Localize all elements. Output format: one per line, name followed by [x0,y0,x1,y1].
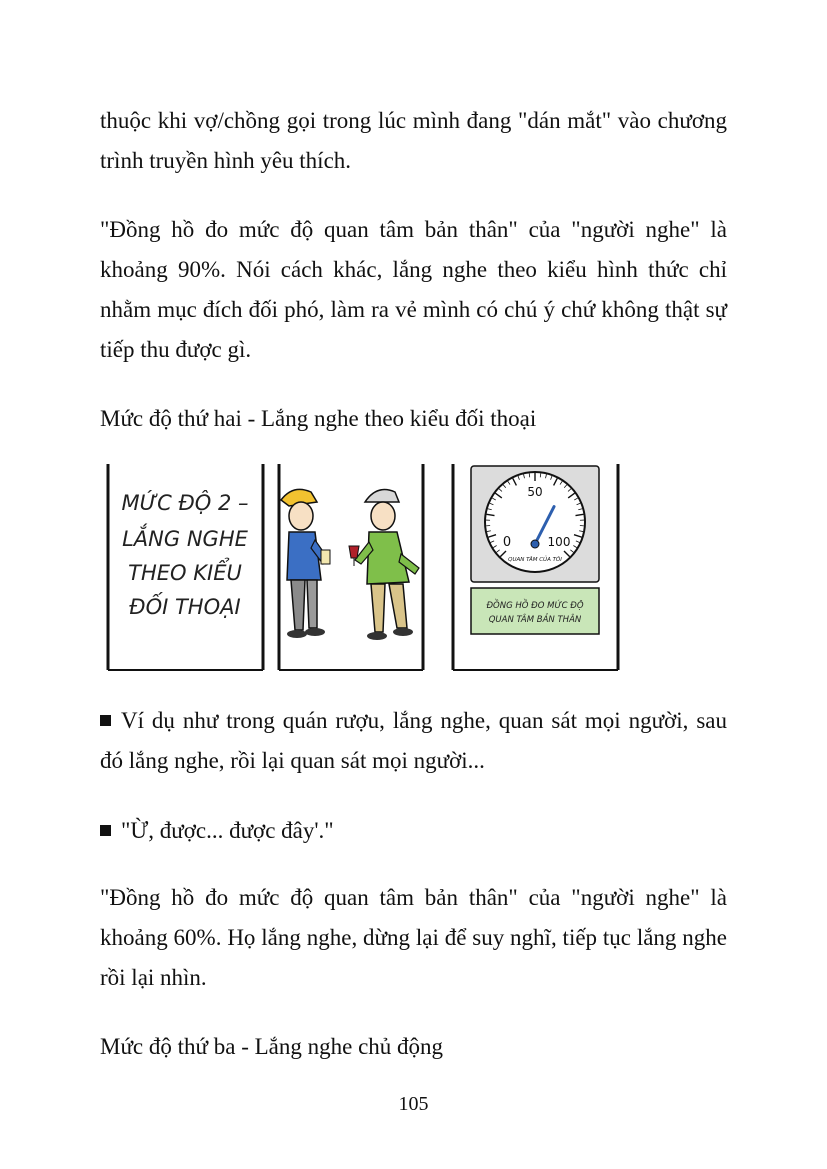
panel1-line-2: LẮNG NGHE [122,527,248,551]
bullet-square-icon [100,825,111,836]
paragraph-1: thuộc khi vợ/chồng gọi trong lúc mình đang "dán mắt" vào chương trình truyền hình yêu thích. [100,108,727,173]
panel1-line-1: MỨC ĐỘ 2 – [121,491,249,515]
gauge-label-line-1: ĐỒNG HỒ ĐO MỨC ĐỘ [486,601,584,611]
comic-panel-title [108,464,263,670]
comic-panel-people [279,464,423,670]
person-left [281,489,330,638]
gauge-label-line-2: QUAN TÂM BẢN THÂN [488,615,582,625]
comic-strip-illustration [103,462,623,674]
panel1-line-4: ĐỐI THOẠI [129,595,241,619]
comic-strip [103,462,623,674]
gauge-label-right: 100 [547,535,571,549]
section-heading-level-3: Mức độ thứ ba - Lắng nghe chủ động [100,1034,444,1059]
comic-panel-gauge [453,464,618,670]
bullet-item-2 [100,811,727,851]
paragraph-2: "Đồng hồ đo mức độ quan tâm bản thân" của "người nghe" là khoảng 90%. Nói cách khác, lắng nghe theo kiểu hình thức chỉ nhằm mục đích đối phó, làm ra vẻ mình có chú ý chứ không thật sự tiếp thu được gì. [100,217,727,362]
bullet-square-icon [100,715,111,726]
bullet-item-1 [100,701,727,781]
gauge-label-top: 50 [527,485,543,499]
person-right [349,490,419,640]
bullet-1-text: Ví dụ như trong quán rượu, lắng nghe, quan sát mọi người, sau đó lắng nghe, rồi lại quan sát mọi người... [100,708,727,773]
paragraph-3: "Đồng hồ đo mức độ quan tâm bản thân" của "người nghe" là khoảng 60%. Họ lắng nghe, dừng lại để suy nghĩ, tiếp tục lắng nghe rồi lại nhìn. [100,885,727,990]
page-number: 105 [398,1093,429,1115]
bullet-2-text: "Ừ, được... được đây'." [121,818,334,843]
gauge-label-box [471,588,599,634]
gauge-pivot [531,540,539,548]
section-heading-level-2: Mức độ thứ hai - Lắng nghe theo kiểu đối thoại [100,406,537,431]
gauge-label-left: 0 [502,535,512,550]
panel1-line-3: THEO KIỂU [128,561,242,585]
gauge-caption: QUAN TÂM CỦA TÔI [508,557,562,563]
